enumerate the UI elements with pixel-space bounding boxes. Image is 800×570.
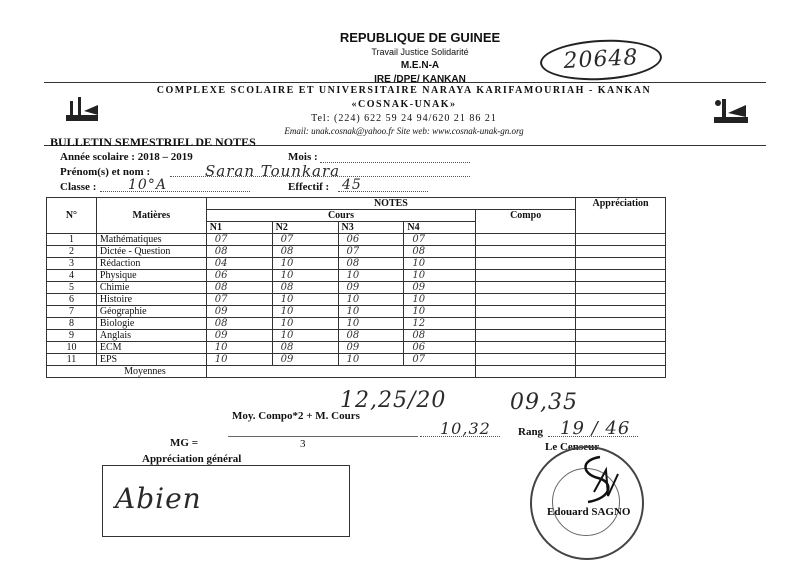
header-n4: N4 xyxy=(404,222,476,234)
note-n2: 10 xyxy=(272,306,338,318)
mg-label: MG = xyxy=(170,437,198,449)
name-label: Prénom(s) et nom : xyxy=(60,166,151,178)
moyenne-cours: 12,25/20 xyxy=(340,388,447,413)
note-n4: 10 xyxy=(404,294,476,306)
country-title: REPUBLIQUE DE GUINEE xyxy=(339,30,501,45)
appreciation-cell xyxy=(576,318,666,330)
compo-cell xyxy=(476,354,576,366)
note-n1: 09 xyxy=(206,306,272,318)
row-number: 5 xyxy=(47,282,97,294)
note-n4: 10 xyxy=(404,270,476,282)
table-row xyxy=(47,330,666,342)
school-name: COMPLEXE SCOLAIRE ET UNIVERSITAIRE NARAYA KARIFAMOURIAH - KANKAN xyxy=(156,85,652,96)
moyennes-cours-cell xyxy=(206,366,475,378)
note-n1: 10 xyxy=(206,354,272,366)
compo-cell xyxy=(476,258,576,270)
class-label: Classe : xyxy=(60,181,97,193)
note-n2: 10 xyxy=(272,270,338,282)
subject-name: Physique xyxy=(96,270,206,282)
appreciation-cell xyxy=(576,282,666,294)
note-n1: 08 xyxy=(206,318,272,330)
rang-value: 19 / 46 xyxy=(560,418,631,439)
row-number: 9 xyxy=(47,330,97,342)
compo-cell xyxy=(476,294,576,306)
note-n3: 10 xyxy=(338,294,404,306)
note-n4: 07 xyxy=(404,354,476,366)
table-row xyxy=(47,270,666,282)
compo-cell xyxy=(476,270,576,282)
appreciation-cell xyxy=(576,234,666,246)
note-n4: 08 xyxy=(404,246,476,258)
subject-name: Mathématiques xyxy=(96,234,206,246)
moyennes-label: Moyennes xyxy=(47,366,207,378)
row-number: 2 xyxy=(47,246,97,258)
compo-cell xyxy=(476,246,576,258)
note-n2: 10 xyxy=(272,258,338,270)
header-notes: NOTES xyxy=(206,198,575,210)
appreciation-cell xyxy=(576,354,666,366)
note-n2: 08 xyxy=(272,342,338,354)
note-n2: 10 xyxy=(272,330,338,342)
table-row xyxy=(47,258,666,270)
censeur-label: Le Censeur xyxy=(545,441,600,453)
ministry: M.E.N-A xyxy=(400,60,440,71)
note-n3: 06 xyxy=(338,234,404,246)
compo-cell xyxy=(476,234,576,246)
row-number: 8 xyxy=(47,318,97,330)
header-no: N° xyxy=(47,198,97,234)
note-n3: 09 xyxy=(338,342,404,354)
table-row xyxy=(47,318,666,330)
note-n2: 08 xyxy=(272,246,338,258)
school-acronym: «COSNAK-UNAK» xyxy=(351,99,457,110)
moyennes-appreciation-cell xyxy=(576,366,666,378)
note-n4: 07 xyxy=(404,234,476,246)
mg-value: 10,32 xyxy=(440,419,491,438)
month-label: Mois : xyxy=(288,151,318,163)
signature-icon xyxy=(570,452,630,512)
note-n3: 09 xyxy=(338,282,404,294)
note-n4: 10 xyxy=(404,306,476,318)
note-n4: 06 xyxy=(404,342,476,354)
fraction-line xyxy=(228,436,418,437)
header-matieres: Matières xyxy=(96,198,206,234)
region: IRE /DPE/ KANKAN xyxy=(374,74,466,85)
subject-name: Géographie xyxy=(96,306,206,318)
table-row xyxy=(47,294,666,306)
note-n1: 09 xyxy=(206,330,272,342)
rang-label: Rang xyxy=(518,426,544,438)
note-n1: 07 xyxy=(206,294,272,306)
subject-name: ECM xyxy=(96,342,206,354)
note-n4: 10 xyxy=(404,258,476,270)
subject-name: EPS xyxy=(96,354,206,366)
table-row xyxy=(47,354,666,366)
row-number: 3 xyxy=(47,258,97,270)
note-n1: 07 xyxy=(206,234,272,246)
table-row xyxy=(47,246,666,258)
note-n3: 08 xyxy=(338,258,404,270)
class-value: 10°A xyxy=(128,177,167,193)
moyennes-compo-cell xyxy=(476,366,576,378)
appreciation-cell xyxy=(576,258,666,270)
subject-name: Dictée - Question xyxy=(96,246,206,258)
subject-name: Anglais xyxy=(96,330,206,342)
subject-name: Histoire xyxy=(96,294,206,306)
row-number: 6 xyxy=(47,294,97,306)
note-n1: 08 xyxy=(206,246,272,258)
note-n3: 08 xyxy=(338,330,404,342)
table-row xyxy=(47,306,666,318)
row-number: 11 xyxy=(47,354,97,366)
school-logo-left-icon xyxy=(58,91,106,131)
compo-cell xyxy=(476,282,576,294)
table-row xyxy=(47,282,666,294)
subject-name: Biologie xyxy=(96,318,206,330)
note-n2: 10 xyxy=(272,318,338,330)
school-phone: Tel: (224) 622 59 24 94/620 21 86 21 xyxy=(311,113,497,124)
header-n1: N1 xyxy=(206,222,272,234)
note-n4: 12 xyxy=(404,318,476,330)
row-number: 7 xyxy=(47,306,97,318)
appreciation-cell xyxy=(576,306,666,318)
compo-cell xyxy=(476,306,576,318)
note-n1: 04 xyxy=(206,258,272,270)
school-year: Année scolaire : 2018 – 2019 xyxy=(60,151,193,163)
subject-name: Rédaction xyxy=(96,258,206,270)
row-number: 1 xyxy=(47,234,97,246)
app-general-label: Appréciation général xyxy=(142,453,242,465)
note-n2: 08 xyxy=(272,282,338,294)
appreciation-cell xyxy=(576,246,666,258)
table-row xyxy=(47,234,666,246)
class-field xyxy=(100,191,250,192)
month-field xyxy=(320,162,470,163)
censeur-name: Edouard SAGNO xyxy=(547,506,631,518)
compo-cell xyxy=(476,342,576,354)
note-n3: 10 xyxy=(338,318,404,330)
appreciation-cell xyxy=(576,270,666,282)
table-row xyxy=(47,342,666,354)
motto: Travail Justice Solidarité xyxy=(371,47,469,57)
note-n3: 10 xyxy=(338,354,404,366)
formula: Moy. Compo*2 + M. Cours xyxy=(232,410,360,422)
effectif-value: 45 xyxy=(342,177,362,193)
school-email: Email: unak.cosnak@yahoo.fr Site web: www.cosnak-unak-gn.org xyxy=(284,126,524,136)
header-n2: N2 xyxy=(272,222,338,234)
subject-name: Chimie xyxy=(96,282,206,294)
appreciation-cell xyxy=(576,342,666,354)
bulletin-title: BULLETIN SEMESTRIEL DE NOTES xyxy=(50,135,256,149)
row-number: 4 xyxy=(47,270,97,282)
header-n3: N3 xyxy=(338,222,404,234)
compo-cell xyxy=(476,330,576,342)
grades-table xyxy=(46,197,666,378)
note-n4: 09 xyxy=(404,282,476,294)
header-cours: Cours xyxy=(206,210,475,222)
appreciation-cell xyxy=(576,330,666,342)
divisor: 3 xyxy=(300,438,306,450)
note-n4: 08 xyxy=(404,330,476,342)
note-n2: 09 xyxy=(272,354,338,366)
note-n1: 10 xyxy=(206,342,272,354)
app-general-value: Abien xyxy=(115,482,202,515)
header-appreciation: Appréciation xyxy=(576,198,666,234)
row-number: 10 xyxy=(47,342,97,354)
header-compo: Compo xyxy=(476,210,576,234)
moyenne-compo: 09,35 xyxy=(510,390,578,415)
appreciation-cell xyxy=(576,294,666,306)
note-n3: 07 xyxy=(338,246,404,258)
note-n1: 08 xyxy=(206,282,272,294)
note-n3: 10 xyxy=(338,306,404,318)
compo-cell xyxy=(476,318,576,330)
effectif-label: Effectif : xyxy=(288,181,330,193)
document-number: 20648 xyxy=(539,37,663,83)
note-n3: 10 xyxy=(338,270,404,282)
student-name: Saran Tounkara xyxy=(205,162,341,180)
note-n2: 07 xyxy=(272,234,338,246)
school-logo-right-icon xyxy=(708,91,756,131)
note-n1: 06 xyxy=(206,270,272,282)
note-n2: 10 xyxy=(272,294,338,306)
